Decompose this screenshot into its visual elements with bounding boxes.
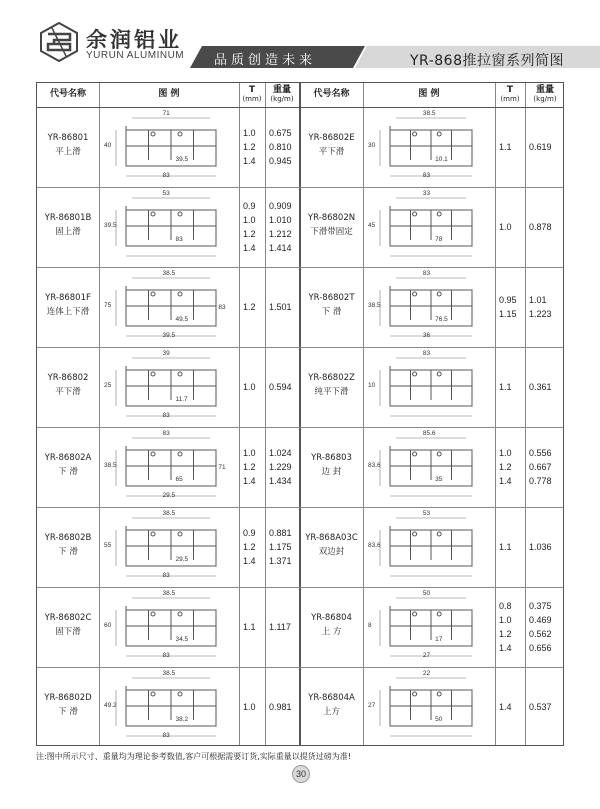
- profile-drawing: [368, 192, 490, 262]
- dimension-label: 40: [104, 142, 112, 149]
- profile-name: 纯平下滑: [314, 387, 349, 397]
- dimension-label: 83: [162, 572, 170, 579]
- dimension-label: 53: [162, 190, 170, 197]
- dimension-label: 39.5: [175, 156, 189, 163]
- weight-values: 1.01 1.223: [529, 295, 552, 319]
- profile-code-cell: [37, 691, 99, 719]
- profile-drawing: [104, 272, 234, 342]
- profile-drawing: [368, 112, 490, 182]
- dimension-label: 38.5: [368, 302, 381, 309]
- dimension-label: 83: [162, 732, 170, 739]
- profile-code: YR-86802T: [308, 293, 355, 303]
- footnote: 注:图中所示尺寸、重量均为理论参考数值,客户可根据需要订货,实际重量以提货过磅为准!: [36, 752, 351, 761]
- dimension-label: 83: [422, 270, 431, 277]
- header-weight: [265, 83, 299, 107]
- dimension-label: 33: [422, 190, 431, 197]
- dimension-label: 83: [422, 350, 431, 357]
- dimension-label: 39.5: [162, 332, 176, 339]
- slogan: 品质创造未来: [214, 53, 317, 68]
- dimension-label: 76.5: [435, 316, 448, 323]
- weight-values: 0.556 0.667 0.778: [529, 448, 552, 486]
- dimension-label: 83.6: [368, 462, 381, 469]
- profile-drawing: [368, 272, 490, 342]
- profile-drawing: [104, 352, 234, 422]
- dimension-label: 38.5: [162, 510, 176, 517]
- thickness-values: 1.0 1.2 1.4: [243, 448, 256, 486]
- profile-code-cell: [37, 451, 99, 479]
- header-weight-right: [525, 83, 565, 107]
- dimension-label: 38.5: [162, 270, 176, 277]
- profile-name: 下 滑: [58, 547, 78, 557]
- dimension-label: 29.5: [175, 556, 189, 563]
- dimension-label: 49.5: [175, 316, 189, 323]
- weight-values: 0.981: [269, 702, 292, 712]
- dimension-label: 22: [422, 670, 431, 677]
- profile-code-cell: [300, 211, 363, 239]
- profile-code: YR-868A03C: [305, 533, 358, 543]
- page-title: YR-868推拉窗系列简图: [410, 53, 564, 69]
- profile-name: 双边封: [318, 547, 345, 557]
- weight-values: 0.881 1.175 1.371: [269, 528, 292, 566]
- dimension-label: 27: [422, 652, 431, 659]
- thickness-values: 0.9 1.2 1.4: [243, 528, 256, 566]
- thickness-values: 1.1: [499, 542, 512, 552]
- header-thickness-label: T: [248, 85, 256, 96]
- header-drawing: 图 例: [158, 89, 180, 100]
- profile-code: YR-86804: [311, 613, 352, 623]
- profile-name: 平上滑: [55, 147, 81, 157]
- thickness-values: 1.0 1.2 1.4: [499, 448, 512, 486]
- dimension-label: 38.5: [104, 462, 117, 469]
- header-thickness-unit: (mm): [242, 95, 262, 104]
- weight-values: 1.024 1.229 1.434: [269, 448, 292, 486]
- profile-name: 平下滑: [318, 147, 345, 157]
- dimension-label: 45: [368, 222, 376, 229]
- header-code: 代号名称: [49, 89, 86, 100]
- dimension-label: 83: [175, 236, 183, 243]
- profile-name: 下滑带固定: [310, 227, 353, 237]
- profile-drawing: [368, 432, 490, 502]
- dimension-label: 8: [368, 622, 372, 629]
- thickness-values: 0.95 1.15: [499, 295, 517, 319]
- profile-drawing: [104, 432, 234, 502]
- page-number: 30: [292, 765, 310, 783]
- logo-icon: [40, 22, 78, 62]
- dimension-label: 25: [104, 382, 112, 389]
- thickness-values: 1.1: [499, 382, 512, 392]
- profile-code-cell: [37, 291, 99, 319]
- profile-name: 平下滑: [55, 387, 81, 397]
- profile-drawing: [104, 112, 234, 182]
- profile-code-cell: [37, 211, 99, 239]
- profile-code: YR-86802A: [44, 453, 92, 463]
- dimension-label: 50: [435, 716, 443, 723]
- profile-code: YR-86802E: [308, 133, 355, 143]
- profile-drawing: [104, 192, 234, 262]
- weight-values: 1.117: [269, 622, 291, 632]
- weight-values: 1.501: [269, 302, 292, 312]
- dimension-label: 10.1: [435, 156, 448, 163]
- profile-drawing: [368, 352, 490, 422]
- profile-name: 上 方: [321, 627, 342, 637]
- profile-drawing: [368, 672, 490, 742]
- profile-code: YR-86801B: [44, 213, 92, 223]
- dimension-label: 50: [422, 590, 431, 597]
- profile-drawing: [104, 592, 234, 662]
- thickness-values: 1.0: [243, 382, 256, 392]
- profile-name: 边 封: [321, 467, 342, 477]
- dimension-label: 83: [162, 412, 170, 419]
- dimension-label: 11.7: [175, 396, 188, 403]
- dimension-label: 55: [104, 542, 112, 549]
- profile-name: 下 滑: [58, 467, 78, 477]
- thickness-values: 1.0 1.2 1.4: [243, 128, 256, 166]
- weight-values: 0.361: [529, 382, 552, 392]
- weight-values: 0.675 0.810 0.945: [269, 128, 292, 166]
- thickness-values: 1.1: [499, 142, 512, 152]
- profile-name: 上方: [322, 707, 340, 717]
- brand-name: 余润铝业: [86, 28, 182, 52]
- profile-name: 连体上下滑: [46, 307, 90, 317]
- weight-values: 0.878: [529, 222, 552, 232]
- brand-name-english: YURUN ALUMINUM: [86, 50, 185, 61]
- profile-name: 固下滑: [55, 627, 81, 637]
- dimension-label: 83: [162, 172, 170, 179]
- profile-code-cell: [37, 531, 99, 559]
- dimension-label: 83: [162, 430, 170, 437]
- dimension-label: 35: [435, 476, 443, 483]
- profile-drawing: [104, 672, 234, 742]
- profile-code-cell: [300, 611, 363, 639]
- thickness-values: 0.8 1.0 1.2 1.4: [499, 601, 512, 653]
- dimension-label: 60: [104, 622, 112, 629]
- dimension-label: 38.5: [162, 590, 176, 597]
- dimension-label: 83.6: [368, 542, 381, 549]
- dimension-label: 83: [422, 172, 431, 179]
- profile-code-cell: [300, 691, 363, 719]
- weight-values: 0.375 0.469 0.562 0.656: [529, 601, 552, 653]
- header-weight-label: 重量: [272, 85, 291, 96]
- dimension-label: 71: [218, 464, 226, 471]
- header-weight-unit-right: (kg/m): [533, 95, 557, 104]
- dimension-label: 53: [422, 510, 431, 517]
- dimension-label: 38.5: [162, 670, 176, 677]
- dimension-label: 39: [162, 350, 170, 357]
- profile-code-cell: [300, 131, 363, 159]
- dimension-label: 36: [422, 332, 431, 339]
- weight-values: 0.909 1.010 1.212 1.414: [269, 201, 292, 253]
- header-thickness-unit-right: (mm): [500, 95, 520, 104]
- dimension-label: 34.5: [175, 636, 189, 643]
- profile-code: YR-86803: [311, 453, 352, 463]
- profile-code-cell: [37, 371, 99, 399]
- profile-code: YR-86802C: [44, 613, 92, 623]
- profile-code-cell: [37, 131, 99, 159]
- dimension-label: 83: [218, 304, 226, 311]
- header-drawing-right: 图 例: [418, 89, 440, 100]
- profile-code: YR-86801: [47, 133, 89, 143]
- header-thickness: [239, 83, 265, 107]
- header-weight-label-right: 重量: [535, 85, 554, 96]
- weight-values: 0.619: [529, 142, 552, 152]
- profile-code: YR-86801F: [45, 293, 91, 303]
- dimension-label: 17: [435, 636, 443, 643]
- dimension-label: 75: [104, 302, 112, 309]
- weight-values: 0.537: [529, 702, 552, 712]
- profile-code-cell: [300, 451, 363, 479]
- dimension-label: 71: [162, 110, 170, 117]
- dimension-label: 83: [162, 652, 170, 659]
- profile-name: 下 滑: [321, 307, 342, 317]
- header-thickness-label-right: T: [506, 85, 514, 96]
- thickness-values: 1.2: [243, 302, 256, 312]
- dimension-label: 49.2: [104, 702, 117, 709]
- dimension-label: 27: [368, 702, 376, 709]
- profile-code: YR-86802B: [44, 533, 92, 543]
- profile-drawing: [104, 512, 234, 582]
- weight-values: 1.036: [529, 542, 552, 552]
- dimension-label: 10: [368, 382, 376, 389]
- weight-values: 0.594: [269, 382, 292, 392]
- thickness-values: 0.9 1.0 1.2 1.4: [243, 201, 256, 253]
- dimension-label: 85.6: [422, 430, 436, 437]
- dimension-label: 38.2: [175, 716, 189, 723]
- thickness-values: 1.0: [499, 222, 512, 232]
- dimension-label: 38.5: [422, 110, 436, 117]
- dimension-label: 78: [435, 236, 443, 243]
- profile-code-cell: [300, 291, 363, 319]
- profile-code-cell: [300, 371, 363, 399]
- profile-code: YR-86802N: [307, 213, 356, 223]
- profile-name: 固上滑: [55, 227, 81, 237]
- thickness-values: 1.4: [499, 702, 512, 712]
- dimension-label: 39.5: [104, 222, 117, 229]
- thickness-values: 1.0: [243, 702, 256, 712]
- profile-code-cell: [300, 531, 363, 559]
- header-code-right: 代号名称: [313, 89, 350, 100]
- thickness-values: 1.1: [243, 622, 256, 632]
- profile-table: [36, 82, 564, 746]
- profile-code: YR-86802D: [44, 693, 92, 703]
- profile-name: 下 滑: [58, 707, 78, 717]
- page-header: [0, 0, 600, 72]
- profile-code: YR-86802: [47, 373, 89, 383]
- dimension-label: 65: [175, 476, 183, 483]
- profile-drawing: [368, 592, 490, 662]
- dimension-label: 29.5: [162, 492, 176, 499]
- profile-code: YR-86802Z: [308, 373, 355, 383]
- header-thickness-right: [495, 83, 525, 107]
- header-weight-unit: (kg/m): [270, 95, 294, 104]
- profile-code-cell: [37, 611, 99, 639]
- profile-code: YR-86804A: [308, 693, 355, 703]
- dimension-label: 30: [368, 142, 376, 149]
- profile-drawing: [368, 512, 490, 582]
